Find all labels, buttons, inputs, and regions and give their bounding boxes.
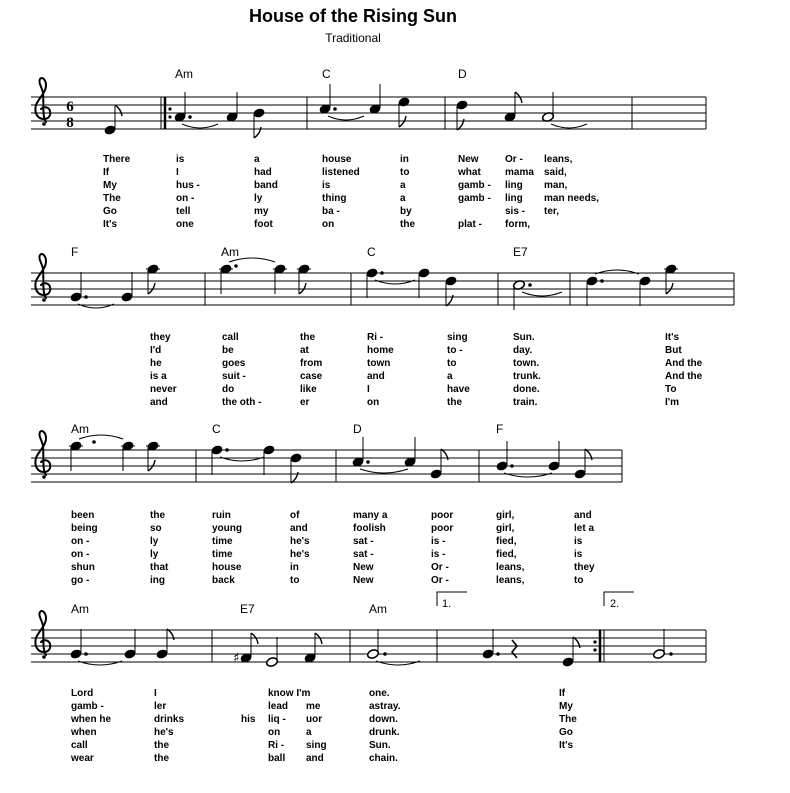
lyric-syllable: is bbox=[176, 154, 185, 165]
lyric-syllable: I bbox=[176, 167, 179, 178]
lyric-syllable: young bbox=[212, 523, 242, 534]
lyric-syllable: Sun. bbox=[369, 740, 391, 751]
lyric-syllable: My bbox=[559, 701, 573, 712]
lyric-syllable: ly bbox=[150, 549, 159, 560]
lyric-syllable: and bbox=[367, 371, 385, 382]
lyric-syllable: in bbox=[400, 154, 409, 165]
lyric-syllable: time bbox=[212, 536, 233, 547]
lyric-syllable: the bbox=[400, 219, 415, 230]
lyric-syllable: that bbox=[150, 562, 169, 573]
lyric-syllable: be bbox=[222, 345, 234, 356]
lyric-syllable: My bbox=[103, 180, 117, 191]
lyric-syllable: town bbox=[367, 358, 391, 369]
lyric-syllable: many a bbox=[353, 510, 388, 521]
lyric-syllable: gamb - bbox=[71, 701, 104, 712]
lyric-syllable: girl, bbox=[496, 523, 515, 534]
lyric-syllable: I'm bbox=[665, 397, 680, 408]
lyric-syllable: said, bbox=[544, 167, 567, 178]
chord-symbol: C bbox=[367, 245, 376, 259]
lyric-syllable: on - bbox=[176, 193, 195, 204]
lyric-syllable: wear bbox=[71, 753, 94, 764]
lyric-syllable: trunk. bbox=[513, 371, 541, 382]
treble-clef-icon bbox=[35, 78, 50, 126]
lyric-syllable: so bbox=[150, 523, 162, 534]
lyric-syllable: sat - bbox=[353, 549, 374, 560]
lyric-syllable: band bbox=[254, 180, 278, 191]
lyric-syllable: drunk. bbox=[369, 727, 400, 738]
lyric-syllable: they bbox=[574, 562, 595, 573]
lyric-syllable: leans, bbox=[544, 154, 573, 165]
chord-symbol: Am bbox=[369, 602, 387, 616]
lyric-syllable: foolish bbox=[353, 523, 386, 534]
lyric-syllable: the bbox=[154, 753, 169, 764]
lyric-syllable: ly bbox=[150, 536, 159, 547]
lyric-syllable: what bbox=[458, 167, 481, 178]
lyric-syllable: know I'm bbox=[268, 688, 311, 699]
lyric-syllable: to bbox=[447, 358, 457, 369]
repeat-dot bbox=[168, 115, 171, 118]
lyric-syllable: ter, bbox=[544, 206, 560, 217]
lyric-syllable: lead bbox=[268, 701, 289, 712]
chord-symbol: Am bbox=[221, 245, 239, 259]
lyric-syllable: day. bbox=[513, 345, 533, 356]
lyric-syllable: is bbox=[322, 180, 331, 191]
lyric-syllable: Ri - bbox=[268, 740, 285, 751]
lyric-syllable: ruin bbox=[212, 510, 231, 521]
lyric-syllable: on bbox=[268, 727, 281, 738]
lyric-syllable: my bbox=[254, 206, 269, 217]
lyric-syllable: to bbox=[290, 575, 300, 586]
lyric-syllable: and bbox=[150, 397, 168, 408]
lyric-syllable: a bbox=[254, 154, 260, 165]
lyric-syllable: go - bbox=[71, 575, 90, 586]
lyric-syllable: his bbox=[241, 714, 256, 725]
lyric-syllable: they bbox=[150, 332, 171, 343]
lyric-syllable: ball bbox=[268, 753, 286, 764]
lyric-syllable: mama bbox=[505, 167, 534, 178]
treble-clef-icon bbox=[35, 254, 50, 302]
notes bbox=[69, 435, 592, 483]
lyric-syllable: of bbox=[290, 510, 300, 521]
lyric-syllable: leans, bbox=[496, 575, 525, 586]
staff-lines bbox=[31, 273, 734, 305]
lyric-syllable: Lord bbox=[71, 688, 94, 699]
lyric-syllable: New bbox=[458, 154, 479, 165]
lyric-syllable: call bbox=[71, 740, 88, 751]
treble-clef-icon bbox=[35, 611, 50, 659]
lyric-syllable: is bbox=[574, 549, 583, 560]
lyric-syllable: by bbox=[400, 206, 412, 217]
lyric-syllable: drinks bbox=[154, 714, 185, 725]
lyric-syllable: town. bbox=[513, 358, 540, 369]
lyric-syllable: hus - bbox=[176, 180, 200, 191]
lyric-syllable: If bbox=[559, 688, 566, 699]
lyric-syllable: in bbox=[290, 562, 299, 573]
composer-credit: Traditional bbox=[325, 31, 381, 45]
lyric-syllable: one bbox=[176, 219, 194, 230]
lyric-syllable: girl, bbox=[496, 510, 515, 521]
lyric-syllable: Or - bbox=[431, 562, 449, 573]
lyric-syllable: case bbox=[300, 371, 323, 382]
lyric-syllable: New bbox=[353, 575, 374, 586]
lyric-syllable: suit - bbox=[222, 371, 246, 382]
lyric-syllable: he bbox=[150, 358, 162, 369]
lyric-syllable: plat - bbox=[458, 219, 482, 230]
lyric-syllable: on - bbox=[71, 536, 90, 547]
lyric-syllable: leans, bbox=[496, 562, 525, 573]
lyric-syllable: ling bbox=[505, 180, 523, 191]
lyric-syllable: one. bbox=[369, 688, 390, 699]
time-signature-top: 6 bbox=[66, 99, 74, 115]
time-signature-bottom: 8 bbox=[66, 115, 74, 131]
staff-lines bbox=[31, 97, 706, 129]
chord-symbol: Am bbox=[175, 67, 193, 81]
chord-symbol: Am bbox=[71, 602, 89, 616]
lyric-syllable: a bbox=[400, 193, 406, 204]
chord-symbol: E7 bbox=[240, 602, 255, 616]
lyric-syllable: he's bbox=[154, 727, 174, 738]
lyric-syllable: sing bbox=[447, 332, 468, 343]
lyric-syllable: Or - bbox=[431, 575, 449, 586]
lyric-syllable: To bbox=[665, 384, 677, 395]
notes bbox=[70, 258, 678, 310]
lyric-syllable: on bbox=[367, 397, 380, 408]
lyric-syllable: If bbox=[103, 167, 110, 178]
lyric-syllable: poor bbox=[431, 510, 454, 521]
lyric-syllable: let a bbox=[574, 523, 595, 534]
lyric-syllable: chain. bbox=[369, 753, 398, 764]
lyric-syllable: do bbox=[222, 384, 235, 395]
lyric-syllable: Go bbox=[559, 727, 573, 738]
lyric-syllable: liq - bbox=[268, 714, 286, 725]
lyric-syllable: I bbox=[367, 384, 370, 395]
lyric-syllable: gamb - bbox=[458, 193, 491, 204]
system-3 bbox=[31, 431, 622, 483]
lyric-syllable: time bbox=[212, 549, 233, 560]
lyric-syllable: me bbox=[306, 701, 321, 712]
lyric-syllable: the bbox=[150, 510, 165, 521]
lyric-syllable: fied, bbox=[496, 536, 517, 547]
lyric-syllable: form, bbox=[505, 219, 530, 230]
lyric-syllable: And the bbox=[665, 371, 703, 382]
lyric-syllable: It's bbox=[103, 219, 118, 230]
lyric-syllable: the bbox=[447, 397, 462, 408]
lyric-syllable: shun bbox=[71, 562, 95, 573]
chord-symbol: Am bbox=[71, 422, 89, 436]
lyric-syllable: the oth - bbox=[222, 397, 262, 408]
lyric-syllable: is - bbox=[431, 536, 446, 547]
lyric-syllable: down. bbox=[369, 714, 398, 725]
lyric-syllable: when bbox=[71, 727, 97, 738]
system-2 bbox=[31, 254, 734, 310]
lyric-syllable: the bbox=[300, 332, 315, 343]
lyric-syllable: a bbox=[447, 371, 453, 382]
treble-clef-icon bbox=[35, 431, 50, 479]
chord-symbol: D bbox=[458, 67, 467, 81]
lyric-syllable: ly bbox=[254, 193, 263, 204]
lyric-syllable: on - bbox=[71, 549, 90, 560]
lyric-syllable: poor bbox=[431, 523, 454, 534]
lyric-syllable: man, bbox=[544, 180, 568, 191]
chord-symbol: F bbox=[71, 245, 79, 259]
lyric-syllable: fied, bbox=[496, 549, 517, 560]
lyric-syllable: And the bbox=[665, 358, 703, 369]
lyric-syllable: It's bbox=[665, 332, 680, 343]
lyric-syllable: goes bbox=[222, 358, 246, 369]
sharp-icon: ♯ bbox=[233, 651, 240, 666]
lyric-syllable: house bbox=[322, 154, 352, 165]
lyric-syllable: and bbox=[574, 510, 592, 521]
lyric-syllable: gamb - bbox=[458, 180, 491, 191]
lyric-syllable: he's bbox=[290, 536, 310, 547]
lyric-syllable: I bbox=[154, 688, 157, 699]
lyric-syllable: man needs, bbox=[544, 193, 600, 204]
lyric-syllable: is - bbox=[431, 549, 446, 560]
lyric-syllable: But bbox=[665, 345, 682, 356]
lyric-syllable: ler bbox=[154, 701, 167, 712]
chord-symbol: F bbox=[496, 422, 504, 436]
lyric-syllable: sat - bbox=[353, 536, 374, 547]
lyric-syllable: It's bbox=[559, 740, 574, 751]
volta-label: 1. bbox=[442, 598, 452, 610]
lyric-syllable: astray. bbox=[369, 701, 401, 712]
lyric-syllable: a bbox=[400, 180, 406, 191]
lyric-syllable: home bbox=[367, 345, 394, 356]
lyric-syllable: is bbox=[574, 536, 583, 547]
lyric-syllable: on bbox=[322, 219, 335, 230]
lyric-syllable: done. bbox=[513, 384, 540, 395]
lyric-syllable: er bbox=[300, 397, 310, 408]
lyric-syllable: call bbox=[222, 332, 239, 343]
lyric-syllable: have bbox=[447, 384, 470, 395]
system-1 bbox=[31, 78, 706, 138]
lyric-syllable: thing bbox=[322, 193, 347, 204]
lyric-syllable: to bbox=[574, 575, 584, 586]
lyric-syllable: There bbox=[103, 154, 131, 165]
notes bbox=[104, 84, 587, 138]
lyric-syllable: been bbox=[71, 510, 95, 521]
lyric-syllable: train. bbox=[513, 397, 538, 408]
lyric-syllable: like bbox=[300, 384, 317, 395]
lyric-syllable: to bbox=[400, 167, 410, 178]
lyric-syllable: tell bbox=[176, 206, 191, 217]
repeat-dot bbox=[593, 648, 596, 651]
lyric-syllable: sis - bbox=[505, 206, 526, 217]
lyric-syllable: uor bbox=[306, 714, 323, 725]
chords-and-lyrics bbox=[70, 67, 703, 764]
chord-symbol: C bbox=[322, 67, 331, 81]
lyric-syllable: Ri - bbox=[367, 332, 384, 343]
lyric-syllable: ling bbox=[505, 193, 523, 204]
repeat-dot bbox=[593, 640, 596, 643]
lyric-syllable: is a bbox=[150, 371, 167, 382]
lyric-syllable: house bbox=[212, 562, 242, 573]
lyric-syllable: he's bbox=[290, 549, 310, 560]
lyric-syllable: a bbox=[306, 727, 312, 738]
lyric-syllable: back bbox=[212, 575, 235, 586]
chord-symbol: D bbox=[353, 422, 362, 436]
lyric-syllable: from bbox=[300, 358, 323, 369]
volta-brackets bbox=[437, 592, 634, 606]
lyric-syllable: foot bbox=[254, 219, 273, 230]
lyric-syllable: to - bbox=[447, 345, 463, 356]
lyric-syllable: ing bbox=[150, 575, 165, 586]
lyric-syllable: Or - bbox=[505, 154, 523, 165]
lyric-syllable: at bbox=[300, 345, 309, 356]
chord-symbol: C bbox=[212, 422, 221, 436]
lyric-syllable: ba - bbox=[322, 206, 340, 217]
lyric-syllable: I'd bbox=[150, 345, 162, 356]
lyric-syllable: Sun. bbox=[513, 332, 535, 343]
lyric-syllable: being bbox=[71, 523, 98, 534]
lyric-syllable: had bbox=[254, 167, 272, 178]
lyric-syllable: The bbox=[103, 193, 121, 204]
lyric-syllable: never bbox=[150, 384, 177, 395]
lyric-syllable: and bbox=[306, 753, 324, 764]
lyric-syllable: the bbox=[154, 740, 169, 751]
lyric-syllable: sing bbox=[306, 740, 327, 751]
song-title: House of the Rising Sun bbox=[248, 6, 457, 26]
repeat-dot bbox=[168, 107, 171, 110]
lyric-syllable: and bbox=[290, 523, 308, 534]
volta-label: 2. bbox=[610, 598, 620, 610]
lyric-syllable: The bbox=[559, 714, 577, 725]
chord-symbol: E7 bbox=[513, 245, 528, 259]
lyric-syllable: when he bbox=[71, 714, 112, 725]
lyric-syllable: New bbox=[353, 562, 374, 573]
lyric-syllable: listened bbox=[322, 167, 360, 178]
lyric-syllable: Go bbox=[103, 206, 117, 217]
